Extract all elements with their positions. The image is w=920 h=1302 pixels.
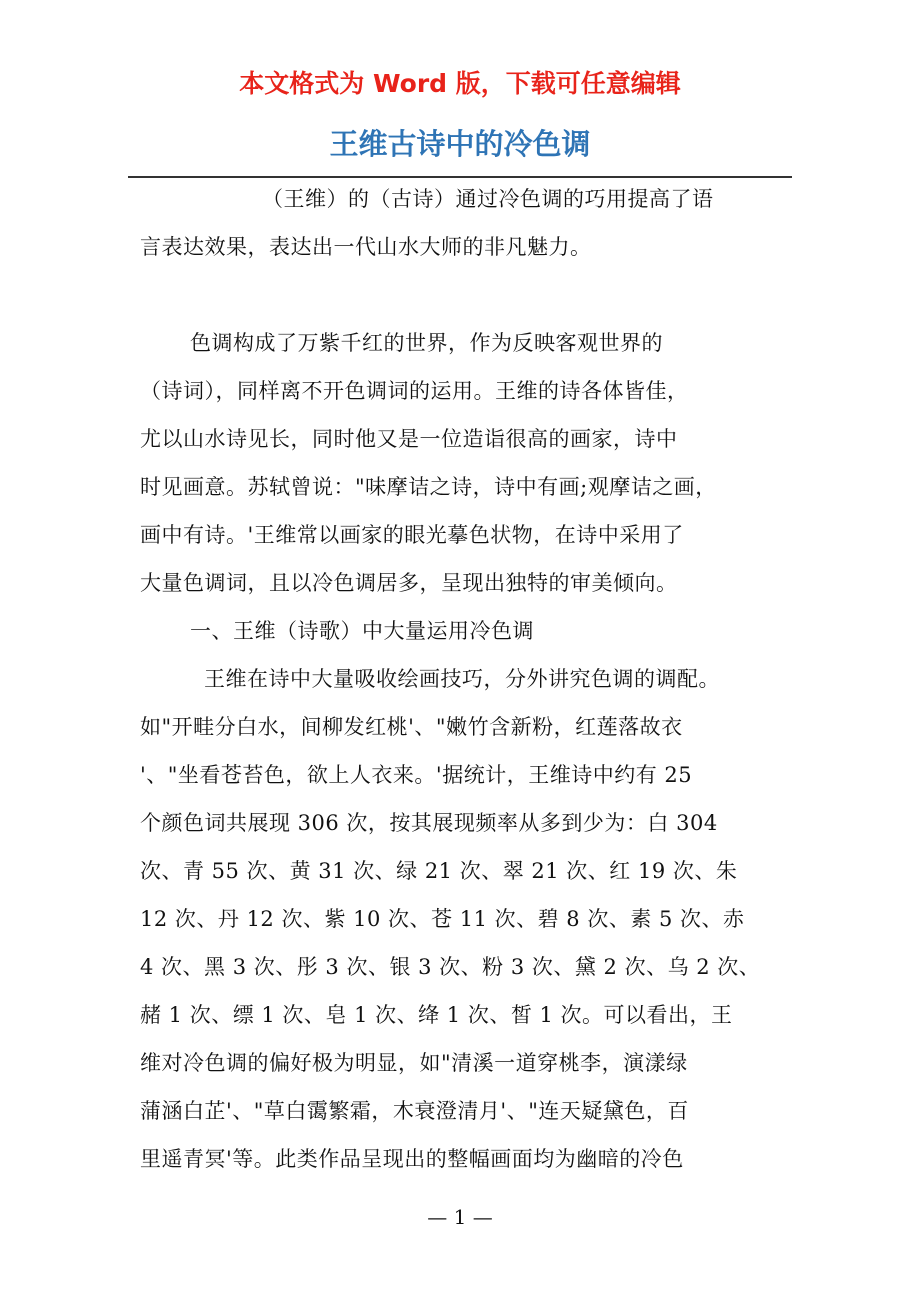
intro-line: 尤以山水诗见长，同时他又是一位造诣很高的画家，诗中 <box>140 427 678 451</box>
section-heading: 一、王维（诗歌）中大量运用冷色调 <box>190 619 534 643</box>
intro-line: 大量色调词，且以冷色调居多，呈现出独特的审美倾向。 <box>140 571 678 595</box>
abstract-line: 言表达效果，表达出一代山水大师的非凡魅力。 <box>140 235 592 259</box>
title-divider <box>128 176 792 178</box>
body-line: 个颜色词共展现 306 次，按其展现频率从多到少为：白 304 <box>140 811 718 835</box>
body-line: 赭 1 次、缥 1 次、皂 1 次、绛 1 次、皙 1 次。可以看出，王 <box>140 1003 733 1027</box>
intro-line: 时见画意。苏轼曾说："味摩诘之诗，诗中有画;观摩诘之画， <box>140 475 717 499</box>
body-line: 4 次、黑 3 次、彤 3 次、银 3 次、粉 3 次、黛 2 次、乌 2 次、 <box>140 955 761 979</box>
body-line: 王维在诗中大量吸收绘画技巧，分外讲究色调的调配。 <box>204 667 720 691</box>
intro-line: （诗词），同样离不开色调词的运用。王维的诗各体皆佳， <box>140 379 689 403</box>
body-line: 如"开畦分白水，间柳发红桃'、"嫩竹含新粉，红莲落故衣 <box>140 715 683 739</box>
body-line: '、"坐看苍苔色，欲上人衣来。'据统计，王维诗中约有 25 <box>140 763 693 787</box>
body-line: 维对冷色调的偏好极为明显，如"清溪一道穿桃李，演漾绿 <box>140 1051 688 1075</box>
abstract-line: （王维）的（古诗）通过冷色调的巧用提高了语 <box>262 187 714 211</box>
intro-line: 色调构成了万紫千红的世界，作为反映客观世界的 <box>190 331 663 355</box>
body-line: 次、青 55 次、黄 31 次、绿 21 次、翠 21 次、红 19 次、朱 <box>140 859 738 883</box>
intro-line: 画中有诗。'王维常以画家的眼光摹色状物，在诗中采用了 <box>140 523 684 547</box>
page-number: — 1 — <box>427 1205 493 1229</box>
document-title: 王维古诗中的冷色调 <box>329 127 591 161</box>
body-line: 里遥青冥'等。此类作品呈现出的整幅画面均为幽暗的冷色 <box>140 1147 684 1171</box>
body-line: 蒲涵白芷'、"草白霭繁霜，木衰澄清月'、"连天疑黛色，百 <box>140 1099 689 1123</box>
body-line: 12 次、丹 12 次、紫 10 次、苍 11 次、碧 8 次、素 5 次、赤 <box>140 907 745 931</box>
download-banner: 本文格式为 Word 版，下载可任意编辑 <box>239 69 681 98</box>
